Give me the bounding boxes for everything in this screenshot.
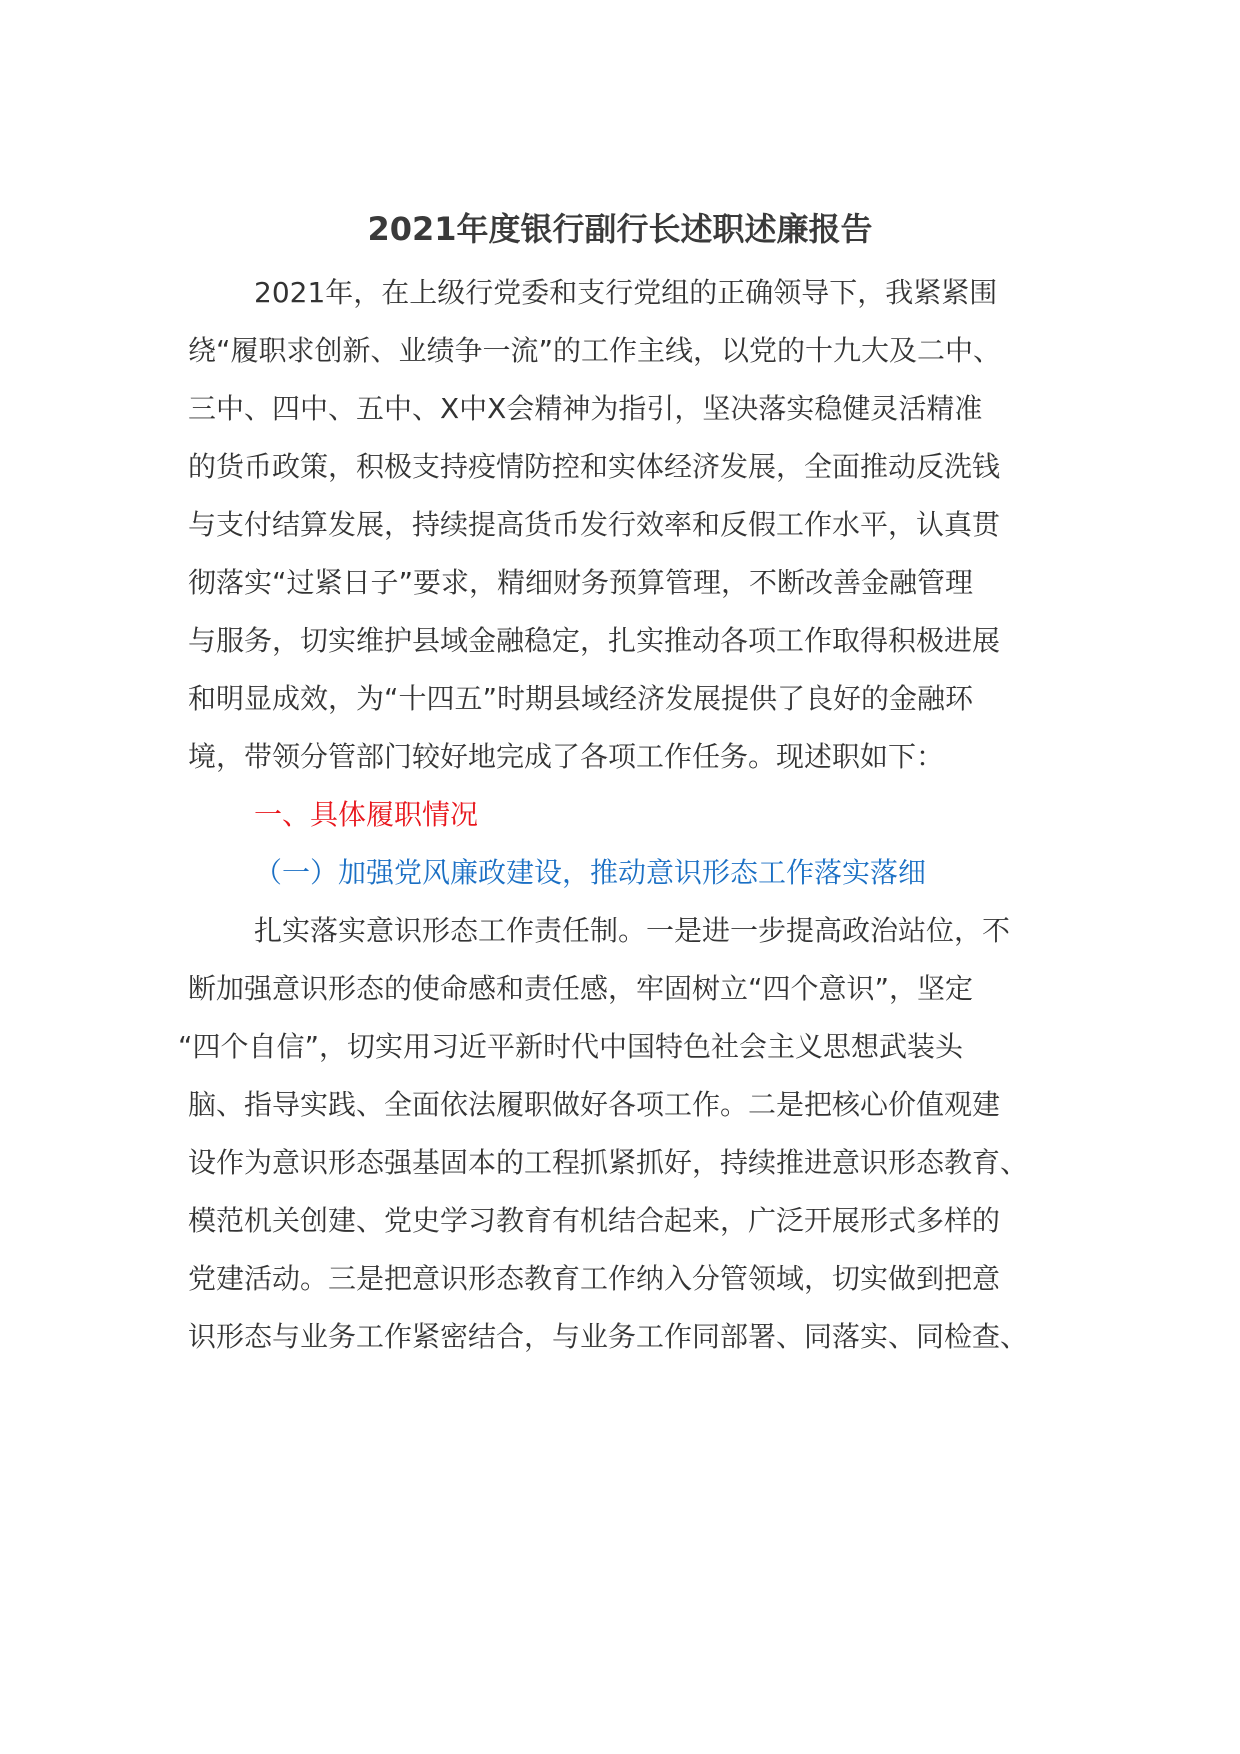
paragraph-line: 扎实落实意识形态工作责任制。一是进一步提高政治站位，不 (254, 914, 1011, 947)
paragraph-line: 断加强意识形态的使命感和责任感，牢固树立“四个意识”，坚定 (188, 972, 974, 1005)
paragraph-line: 三中、四中、五中、X中X会精神为指引，坚决落实稳健灵活精准 (188, 392, 983, 425)
paragraph-line: 境，带领分管部门较好地完成了各项工作任务。现述职如下： (188, 740, 945, 773)
paragraph-line: 脑、指导实践、全面依法履职做好各项工作。二是把核心价值观建 (188, 1088, 1001, 1121)
paragraph-line: 的货币政策，积极支持疫情防控和实体经济发展，全面推动反洗钱 (188, 450, 1001, 483)
paragraph-line: 模范机关创建、党史学习教育有机结合起来，广泛开展形式多样的 (188, 1204, 1001, 1237)
document-title: 2021年度银行副行长述职述廉报告 (367, 210, 873, 248)
paragraph-line: 和明显成效，为“十四五”时期县域经济发展提供了良好的金融环 (188, 682, 974, 715)
paragraph-line: 彻落实“过紧日子”要求，精细财务预算管理，不断改善金融管理 (188, 566, 974, 599)
paragraph-line: 与服务，切实维护县域金融稳定，扎实推动各项工作取得积极进展 (188, 624, 1001, 657)
paragraph-line: “四个自信”，切实用习近平新时代中国特色社会主义思想武装头 (178, 1030, 964, 1063)
paragraph-line: 与支付结算发展，持续提高货币发行效率和反假工作水平，认真贯 (188, 508, 1001, 541)
section-heading: 一、具体履职情况 (254, 798, 479, 831)
paragraph-line: 2021年，在上级行党委和支行党组的正确领导下，我紧紧围 (254, 276, 998, 309)
paragraph-line: 识形态与业务工作紧密结合，与业务工作同部署、同落实、同检查、 (188, 1320, 1029, 1353)
paragraph-line: 党建活动。三是把意识形态教育工作纳入分管领域，切实做到把意 (188, 1262, 1001, 1295)
paragraph-line: 绕“履职求创新、业绩争一流”的工作主线，以党的十九大及二中、 (188, 334, 1002, 367)
paragraph-line: 设作为意识形态强基固本的工程抓紧抓好，持续推进意识形态教育、 (188, 1146, 1029, 1179)
subsection-heading: （一）加强党风廉政建设，推动意识形态工作落实落细 (254, 856, 927, 889)
